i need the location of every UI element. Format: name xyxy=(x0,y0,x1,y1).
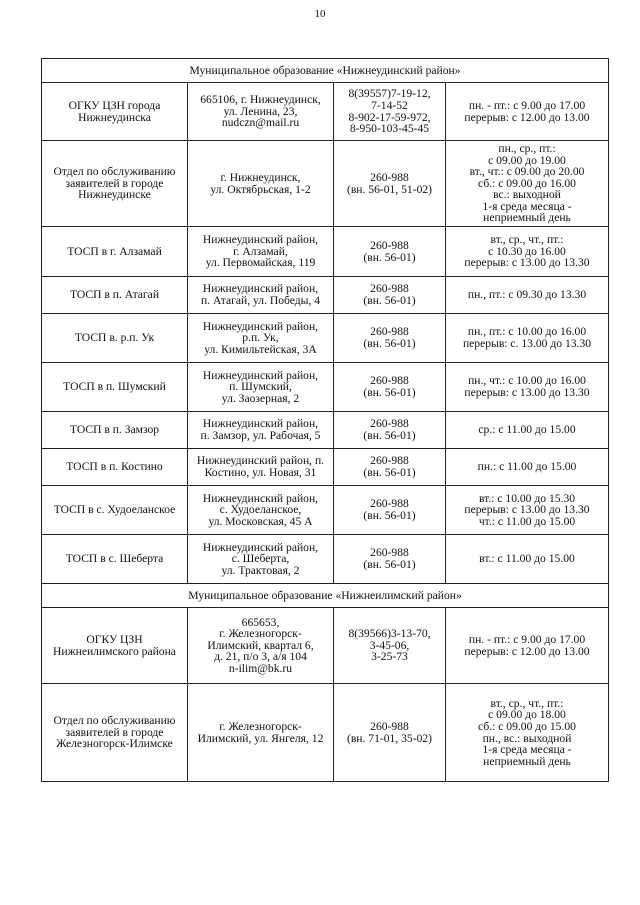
cell-line: ул. Трактовая, 2 xyxy=(221,563,300,577)
cell-line: ТОСП в п. Атагай xyxy=(69,288,160,302)
cell-line: 260-988 xyxy=(370,417,409,431)
cell-line: ул. Заозерная, 2 xyxy=(221,391,300,405)
cell-line: заявителей в городе xyxy=(65,725,164,739)
cell-line: перерыв: с 12.00 до 13.00 xyxy=(464,644,590,658)
cell-line: сб.: с 09.00 до 15.00 xyxy=(478,719,576,733)
cell-line: вс.: выходной xyxy=(493,188,561,202)
cell-line: Нижнеудинский район, xyxy=(202,319,319,333)
cell-line: Железногорск-Илимске xyxy=(56,737,173,751)
table-row xyxy=(42,412,609,449)
table-row xyxy=(42,83,609,141)
hours-cell xyxy=(446,277,609,314)
cell-line: неприемный день xyxy=(483,754,571,768)
hours-cell xyxy=(446,608,609,684)
cell-line: вт., ср., чт., пт.: xyxy=(490,233,564,247)
cell-line: 260-988 xyxy=(370,546,409,560)
cell-line: ОГКУ ЦЗН xyxy=(86,632,143,646)
phone-cell xyxy=(334,486,446,535)
table-row xyxy=(42,314,609,363)
name-cell xyxy=(42,227,188,277)
cell-line: 7-14-52 xyxy=(371,98,408,112)
table-row xyxy=(42,486,609,535)
cell-line: вт., ср., чт., пт.: xyxy=(490,696,564,710)
cell-line: Нижнеудинский район, xyxy=(202,417,319,431)
name-cell xyxy=(42,449,188,486)
table-row xyxy=(42,277,609,314)
phone-cell xyxy=(334,684,446,782)
address-cell xyxy=(188,83,334,141)
name-cell xyxy=(42,277,188,314)
cell-line: пн.: с 11.00 до 15.00 xyxy=(477,460,577,474)
cell-line: Нижнеудинский район, п. xyxy=(196,454,325,468)
cell-line: Нижнеудинский район, xyxy=(202,491,319,505)
cell-line: вт.: с 11.00 до 15.00 xyxy=(479,552,575,566)
address-cell xyxy=(188,277,334,314)
cell-line: ТОСП в п. Шумский xyxy=(63,380,166,394)
cell-line: (вн. 56-01) xyxy=(363,466,416,479)
cell-line: перерыв: с 13.00 до 13.30 xyxy=(464,386,590,399)
table-row xyxy=(42,227,609,277)
name-cell xyxy=(42,363,188,412)
cell-line: вт., чт.: с 09.00 до 20.00 xyxy=(469,165,585,179)
cell-line: Илимский, квартал 6, xyxy=(207,638,314,652)
cell-line: г. Железногорск- xyxy=(219,719,302,733)
cell-line: пн. - пт.: с 9.00 до 17.00 xyxy=(468,98,586,112)
address-cell xyxy=(188,684,334,782)
cell-line: 1-я среда месяца - xyxy=(482,743,572,757)
cell-line: Нижнеилимского района xyxy=(53,644,176,658)
name-cell xyxy=(42,314,188,363)
cell-line: (вн. 56-01) xyxy=(363,509,416,522)
cell-line: ТОСП в с. Шеберта xyxy=(65,552,164,566)
cell-line: Нижнеудинский район, xyxy=(202,282,319,296)
cell-line: ул. Московская, 45 А xyxy=(208,514,313,528)
name-cell xyxy=(42,608,188,684)
hours-cell xyxy=(446,449,609,486)
cell-line: (вн. 56-01) xyxy=(363,294,416,307)
cell-line: ср.: с 11.00 до 15.00 xyxy=(478,423,576,437)
cell-line: nudczn@mail.ru xyxy=(221,116,300,130)
cell-line: 665106, г. Нижнеудинск, xyxy=(200,93,321,107)
phone-cell xyxy=(334,141,446,227)
hours-cell xyxy=(446,535,609,584)
table-row xyxy=(42,535,609,584)
cell-line: Илимский, ул. Янгеля, 12 xyxy=(197,731,324,745)
cell-line: ул. Ленина, 23, xyxy=(223,104,298,118)
cell-line: р.п. Ук, xyxy=(242,331,279,345)
hours-cell xyxy=(446,412,609,449)
table-row xyxy=(42,363,609,412)
hours-cell xyxy=(446,83,609,141)
cell-line: 1-я среда месяца - xyxy=(482,199,572,213)
cell-line: (вн. 56-01) xyxy=(363,429,416,442)
cell-line: Отдел по обслуживанию xyxy=(53,714,176,728)
cell-line: 260-988 xyxy=(370,374,409,388)
cell-line: Нижнеудинский район, xyxy=(202,368,319,382)
cell-line: ОГКУ ЦЗН города xyxy=(68,98,161,112)
hours-cell xyxy=(446,227,609,277)
cell-line: 3-45-06, xyxy=(369,638,410,652)
cell-line: с 10.30 до 16.00 xyxy=(488,244,566,258)
employment-centers-table xyxy=(41,58,609,782)
cell-line: г. Нижнеудинск, xyxy=(220,170,301,184)
hours-cell xyxy=(446,363,609,412)
name-cell xyxy=(42,83,188,141)
cell-line: 8(39557)7-19-12, xyxy=(348,87,431,101)
cell-line: г. Алзамай, xyxy=(233,244,288,258)
cell-line: (вн. 71-01, 35-02) xyxy=(346,731,433,745)
cell-line: чт.: с 11.00 до 15.00 xyxy=(478,514,576,528)
phone-cell xyxy=(334,277,446,314)
cell-line: д. 21, п/о 3, а/я 104 xyxy=(214,650,307,664)
address-cell xyxy=(188,141,334,227)
section-header-row xyxy=(42,59,609,83)
cell-line: Нижнеудинска xyxy=(78,110,151,124)
cell-line: (вн. 56-01) xyxy=(363,386,416,399)
cell-line: ул. Октябрьская, 1-2 xyxy=(210,182,311,196)
cell-line: n-ilim@bk.ru xyxy=(228,661,293,675)
table-row xyxy=(42,608,609,684)
cell-line: сб.: с 09.00 до 16.00 xyxy=(478,176,576,190)
cell-line: 260-988 xyxy=(370,170,409,184)
cell-line: пн., пт.: с 09.30 до 13.30 xyxy=(467,288,587,302)
cell-line: заявителей в городе xyxy=(65,176,164,190)
cell-line: 260-988 xyxy=(370,282,409,296)
cell-line: перерыв: с 13.00 до 13.30 xyxy=(464,256,590,270)
table-row xyxy=(42,141,609,227)
cell-line: Отдел по обслуживанию xyxy=(53,165,176,179)
address-cell xyxy=(188,363,334,412)
cell-line: (вн. 56-01, 51-02) xyxy=(346,182,433,196)
cell-line: неприемный день xyxy=(483,211,571,225)
phone-cell xyxy=(334,412,446,449)
address-cell xyxy=(188,449,334,486)
cell-line: с 09.00 до 18.00 xyxy=(488,708,566,722)
cell-line: 8-950-103-45-45 xyxy=(349,122,430,136)
phone-cell xyxy=(334,449,446,486)
cell-line: Костино, ул. Новая, 31 xyxy=(204,466,317,479)
cell-line: ТОСП в. р.п. Ук xyxy=(74,331,155,345)
address-cell xyxy=(188,227,334,277)
section-title: Муниципальное образование «Нижнеудинский район» xyxy=(42,59,609,83)
cell-line: п. Шумский, xyxy=(229,380,292,394)
cell-line: пн., ср., пт.: xyxy=(498,141,556,155)
cell-line: 260-988 xyxy=(370,454,409,468)
address-cell xyxy=(188,535,334,584)
hours-cell xyxy=(446,141,609,227)
cell-line: пн., чт.: с 10.00 до 16.00 xyxy=(468,374,586,388)
phone-cell xyxy=(334,227,446,277)
cell-line: вт.: с 10.00 до 15.30 xyxy=(478,491,576,505)
cell-line: перерыв: с 13.00 до 13.30 xyxy=(464,503,590,517)
cell-line: Нижнеудинске xyxy=(78,188,151,202)
phone-cell xyxy=(334,314,446,363)
phone-cell xyxy=(334,363,446,412)
cell-line: ул. Кимильтейская, 3А xyxy=(204,342,317,356)
cell-line: п. Атагай, ул. Победы, 4 xyxy=(200,294,321,307)
hours-cell xyxy=(446,314,609,363)
cell-line: ТОСП в г. Алзамай xyxy=(67,244,162,258)
cell-line: (вн. 56-01) xyxy=(363,558,416,571)
cell-line: 8(39566)3-13-70, xyxy=(348,627,431,641)
page-number: 10 xyxy=(314,8,326,20)
address-cell xyxy=(188,412,334,449)
table-row xyxy=(42,449,609,486)
cell-line: Нижнеудинский район, xyxy=(202,540,319,554)
table-row xyxy=(42,684,609,782)
cell-line: ТОСП в с. Худоеланское xyxy=(53,503,176,517)
name-cell xyxy=(42,535,188,584)
cell-line: с. Худоеланское, xyxy=(219,503,302,517)
cell-line: 8-902-17-59-972, xyxy=(348,110,431,124)
phone-cell xyxy=(334,83,446,141)
cell-line: (вн. 56-01) xyxy=(363,337,416,350)
cell-line: с 09.00 до 19.00 xyxy=(488,153,566,167)
cell-line: (вн. 56-01) xyxy=(363,250,416,264)
phone-cell xyxy=(334,535,446,584)
cell-line: 260-988 xyxy=(370,497,409,511)
cell-line: 260-988 xyxy=(370,719,409,733)
hours-cell xyxy=(446,486,609,535)
cell-line: пн. - пт.: с 9.00 до 17.00 xyxy=(468,632,586,646)
address-cell xyxy=(188,486,334,535)
cell-line: 665653, xyxy=(241,615,280,629)
cell-line: 260-988 xyxy=(370,238,409,252)
section-header-row xyxy=(42,584,609,608)
cell-line: Нижнеудинский район, xyxy=(202,233,319,247)
phone-cell xyxy=(334,608,446,684)
name-cell xyxy=(42,684,188,782)
name-cell xyxy=(42,412,188,449)
address-cell xyxy=(188,314,334,363)
cell-line: г. Железногорск- xyxy=(219,627,302,641)
cell-line: ул. Первомайская, 119 xyxy=(205,256,316,270)
address-cell xyxy=(188,608,334,684)
cell-line: ТОСП в п. Замзор xyxy=(69,423,160,437)
cell-line: перерыв: с 12.00 до 13.00 xyxy=(464,110,590,124)
name-cell xyxy=(42,141,188,227)
section-title: Муниципальное образование «Нижнеилимский район» xyxy=(42,584,609,608)
name-cell xyxy=(42,486,188,535)
cell-line: с. Шеберта, xyxy=(231,552,290,566)
hours-cell xyxy=(446,684,609,782)
cell-line: п. Замзор, ул. Рабочая, 5 xyxy=(200,429,321,442)
cell-line: 260-988 xyxy=(370,325,409,339)
cell-line: ТОСП в п. Костино xyxy=(66,460,163,474)
cell-line: перерыв: с. 13.00 до 13.30 xyxy=(462,337,592,350)
cell-line: пн., вс.: выходной xyxy=(482,731,572,745)
cell-line: пн., пт.: с 10.00 до 16.00 xyxy=(467,325,587,339)
cell-line: 3-25-73 xyxy=(371,650,408,664)
